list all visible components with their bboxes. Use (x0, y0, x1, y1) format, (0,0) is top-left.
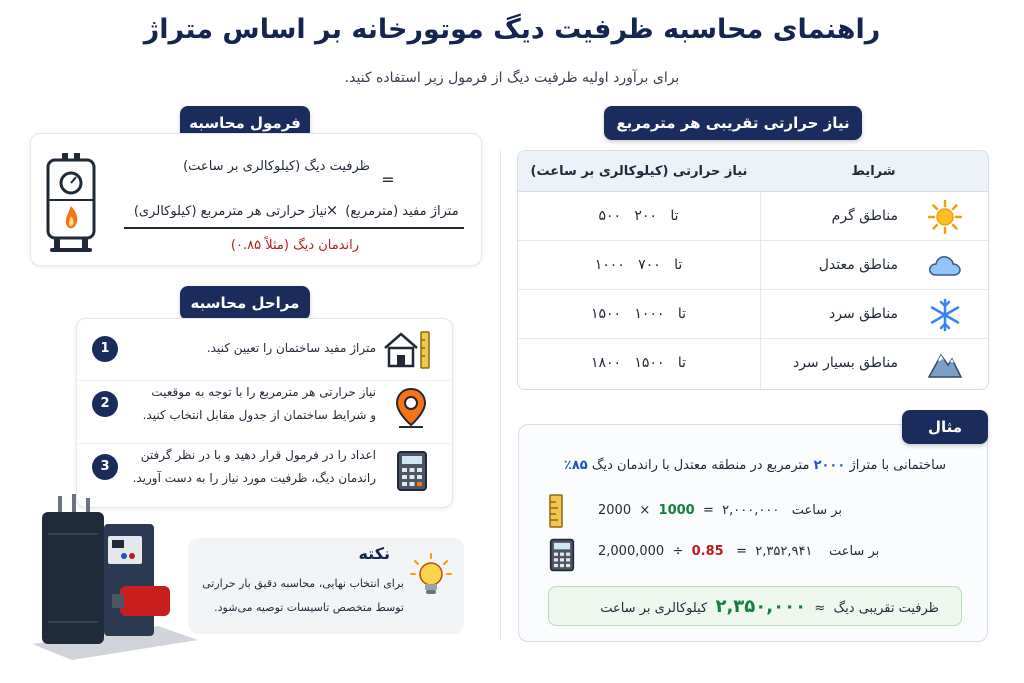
formula-equals: = (381, 170, 395, 189)
example-step2: 2,000,000 ÷ 0.85 = ۲,۳۵۲,۹۴۱ بر ساعت (598, 544, 880, 559)
heat-table (517, 150, 989, 390)
boiler-icon (40, 150, 102, 254)
note-line2: توسط متخصص تاسیسات توصیه می‌شود. (214, 601, 404, 614)
range-high: ۱۵۰۰ (590, 306, 622, 322)
range-high: ۱۸۰۰ (590, 355, 622, 371)
example-result-box (548, 586, 962, 626)
range-low: ۷۰۰ (638, 257, 661, 273)
heat-range (518, 192, 759, 241)
table-row (518, 192, 989, 241)
step-text-line1: نیاز حرارتی هر مترمربع را با توجه به موقعیت (151, 385, 376, 399)
table-row (518, 241, 989, 290)
range-low: ۲۰۰ (634, 208, 657, 224)
example-section-label: مثال (902, 410, 988, 444)
page-title: راهنمای محاسبه ظرفیت دیگ موتورخانه بر اساس متراژ (143, 14, 881, 45)
example-result-value: ۲,۳۵۰,۰۰۰ (715, 596, 807, 617)
step-item-1 (76, 318, 453, 381)
calculator-icon (548, 538, 576, 572)
formula-times: × (325, 201, 339, 219)
formula-fraction-bar (124, 227, 464, 229)
step-text: متراژ مفید ساختمان را تعیین کنید. (206, 341, 376, 355)
condition-label: مناطق معتدل (818, 257, 898, 273)
range-high: ۱۰۰۰ (594, 257, 625, 273)
snowflake-icon (928, 298, 962, 332)
example-result: ظرفیت تقریبی دیگ ≈ ۲,۳۵۰,۰۰۰ کیلوکالری بر ساعت (600, 596, 939, 617)
step-item-2 (76, 381, 453, 444)
range-low: ۱۵۰۰ (634, 355, 665, 371)
formula-heat: نیاز حرارتی هر مترمربع (کیلوکالری) (133, 204, 328, 219)
location-pin-icon (394, 387, 428, 429)
calculator-icon (396, 450, 428, 492)
formula-area: متراژ مفید (مترمربع) (345, 204, 459, 219)
formula-section-label: فرمول محاسبه (180, 106, 310, 140)
example-efficiency: ۸۵٪ (563, 458, 588, 473)
range-sep: تا (677, 306, 687, 322)
range-sep: تا (677, 355, 687, 371)
range-sep: تا (674, 257, 683, 273)
heat-range (518, 241, 759, 290)
col-header-condition: شرایط (758, 151, 988, 192)
cloud-icon (928, 249, 962, 283)
range-low: ۱۰۰۰ (634, 306, 665, 322)
step-number: 3 (92, 454, 118, 480)
table-row (518, 339, 989, 390)
house-ruler-icon (382, 328, 432, 370)
condition-label: مناطق بسیار سرد (792, 355, 898, 371)
example-area: ۲۰۰۰ (813, 458, 846, 473)
condition-label: مناطق گرم (831, 208, 898, 224)
sun-icon (928, 200, 962, 234)
formula-denominator: راندمان دیگ (مثلاً ۰.۸۵) (230, 238, 360, 253)
step-number: 1 (92, 336, 118, 362)
range-sep: تا (670, 208, 679, 224)
table-row (518, 290, 989, 339)
heat-range (518, 290, 759, 339)
example-intro: ساختمانی با متراژ ۲۰۰۰ مترمربع در منطقه معتدل با راندمان دیگ ۸۵٪ (563, 458, 946, 473)
column-divider (500, 150, 501, 640)
note-line1: برای انتخاب نهایی، محاسبه دقیق بار حرارتی (202, 577, 404, 590)
formula-lhs: ظرفیت دیگ (کیلوکالری بر ساعت) (183, 159, 370, 174)
lightbulb-icon (410, 552, 452, 600)
step-text-line2: و شرایط ساختمان از جدول مقابل انتخاب کنید. (142, 408, 376, 422)
col-header-heat: نیاز حرارتی (کیلوکالری بر ساعت) (518, 151, 760, 192)
mountain-icon (928, 347, 962, 381)
boiler-illustration (28, 494, 200, 664)
step-number: 2 (92, 391, 118, 417)
range-high: ۵۰۰ (598, 208, 622, 224)
ruler-icon (548, 494, 564, 528)
heat-table-section-label: نیاز حرارتی تقریبی هر مترمربع (604, 106, 862, 140)
heat-range (518, 339, 759, 388)
note-title: نکته (358, 544, 390, 563)
example-step1: 2000 × 1000 = ۲,۰۰۰,۰۰۰ بر ساعت (598, 503, 843, 518)
page-subtitle: برای برآورد اولیه ظرفیت دیگ از فرمول زیر استفاده کنید. (344, 70, 680, 86)
condition-label: مناطق سرد (829, 306, 898, 322)
step-text-line1: اعداد را در فرمول قرار دهید و با در نظر گرفتن (140, 448, 376, 462)
steps-section-label: مراحل محاسبه (180, 286, 310, 320)
step-text-line2: راندمان دیگ، ظرفیت مورد نیاز را به دست آورید. (132, 471, 376, 485)
